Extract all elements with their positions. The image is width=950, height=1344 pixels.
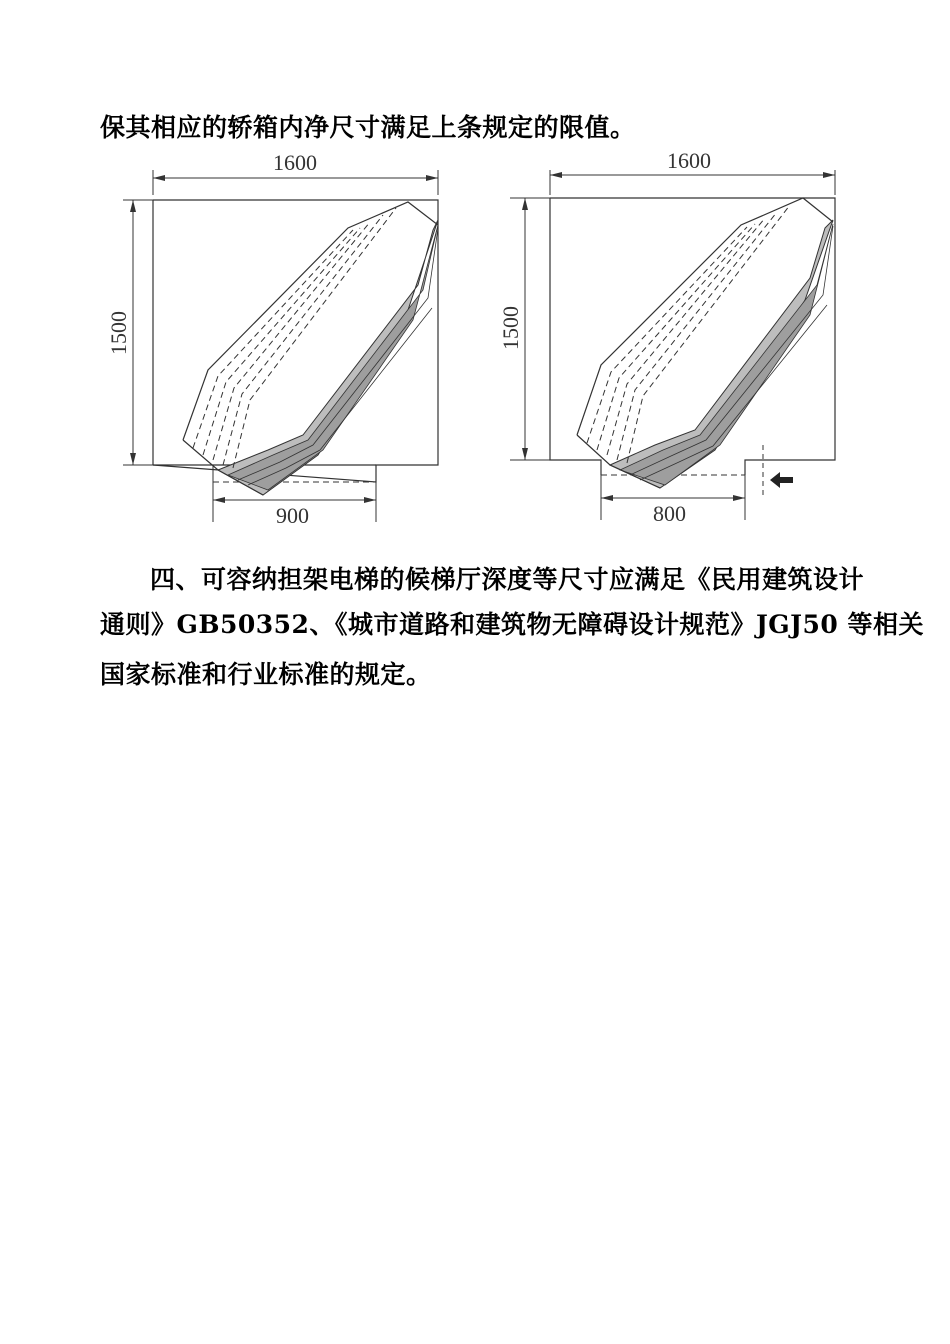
stretcher-diagram-800 bbox=[498, 148, 850, 534]
para4-line-2: 通则》GB50352、《城市道路和建筑物无障碍设计规范》JGJ50 等相关 bbox=[100, 610, 924, 639]
width-label: 1600 bbox=[273, 150, 317, 175]
door-label: 800 bbox=[653, 501, 686, 526]
intro-line: 保其相应的轿箱内净尺寸满足上条规定的限值。 bbox=[100, 113, 636, 142]
depth-label: 1500 bbox=[106, 311, 131, 355]
para4-line-3: 国家标准和行业标准的规定。 bbox=[100, 660, 432, 689]
depth-label: 1500 bbox=[498, 306, 523, 350]
width-label: 1600 bbox=[667, 148, 711, 173]
stretcher-diagram-900 bbox=[108, 150, 448, 534]
door-label: 900 bbox=[276, 503, 309, 528]
arrow-left-icon bbox=[770, 472, 793, 488]
para4-line-1: 四、可容纳担架电梯的候梯厅深度等尺寸应满足《民用建筑设计 bbox=[150, 565, 865, 594]
